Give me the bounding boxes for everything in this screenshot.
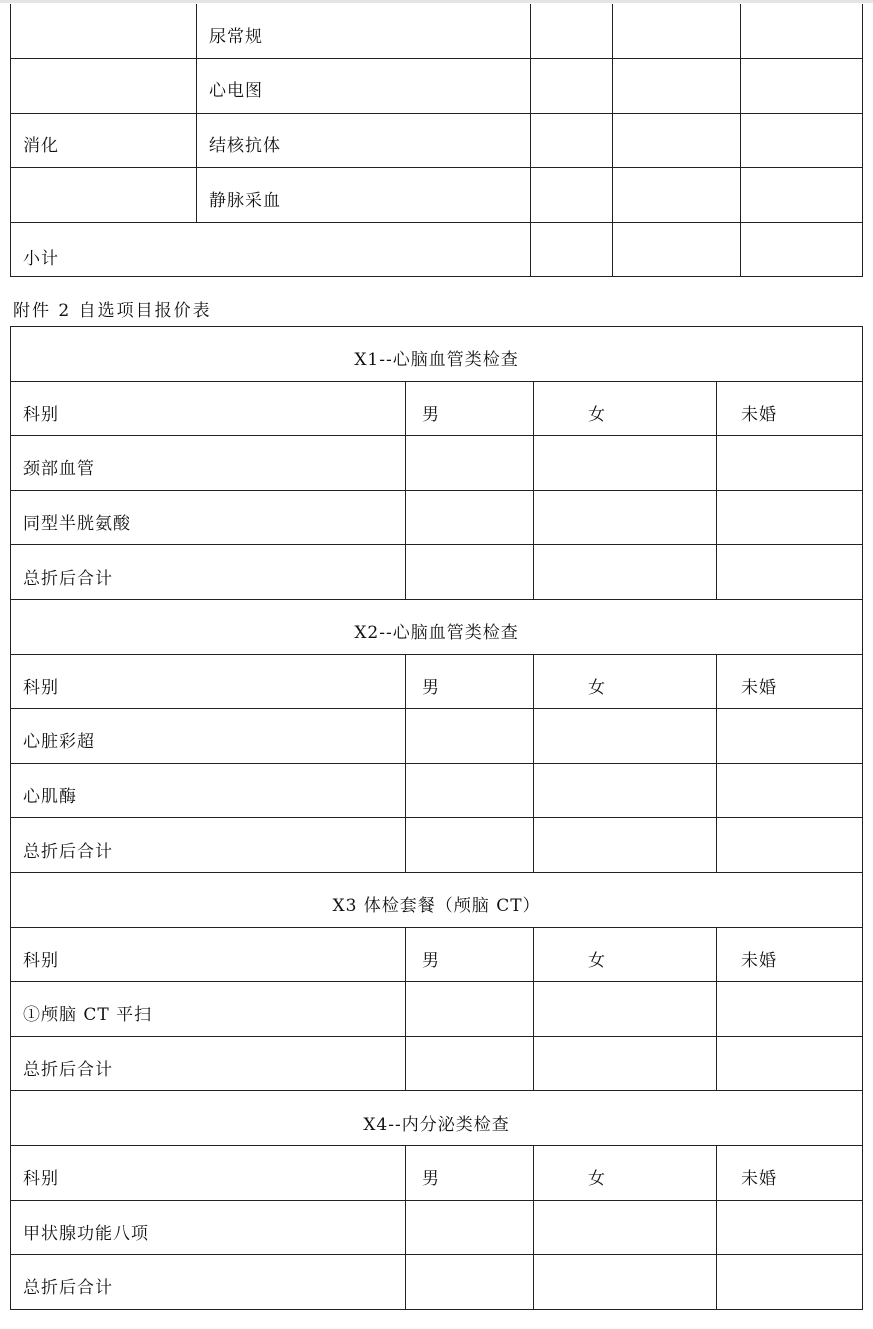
item-cell: ①颅脑 CT 平扫 <box>11 982 406 1037</box>
table-row <box>11 4 863 59</box>
price-cell <box>717 709 863 764</box>
item-cell: 心脏彩超 <box>11 709 406 764</box>
price-cell <box>741 222 863 277</box>
price-cell <box>534 1200 717 1255</box>
price-cell <box>717 490 863 545</box>
total-label: 总折后合计 <box>11 1255 406 1310</box>
item-cell: 尿常规 <box>197 4 531 59</box>
header-male: 男 <box>406 1145 534 1200</box>
table-row <box>11 113 863 168</box>
table-row <box>11 1200 863 1255</box>
header-unmarried: 未婚 <box>717 381 863 436</box>
header-dept: 科别 <box>11 654 406 709</box>
price-cell <box>534 1036 717 1091</box>
header-female: 女 <box>534 927 717 982</box>
header-female: 女 <box>534 654 717 709</box>
price-cell <box>717 545 863 600</box>
price-cell <box>534 490 717 545</box>
header-unmarried: 未婚 <box>717 927 863 982</box>
item-cell: 结核抗体 <box>197 113 531 168</box>
item-cell: 静脉采血 <box>197 168 531 223</box>
dept-cell: 消化 <box>11 113 197 168</box>
header-dept: 科别 <box>11 1145 406 1200</box>
price-cell <box>717 763 863 818</box>
price-cell <box>717 1036 863 1091</box>
total-label: 总折后合计 <box>11 545 406 600</box>
header-unmarried: 未婚 <box>717 654 863 709</box>
package-title-row <box>11 1091 863 1146</box>
total-label: 总折后合计 <box>11 1036 406 1091</box>
price-cell <box>406 490 534 545</box>
top-divider <box>0 0 873 3</box>
package-title-row <box>11 327 863 382</box>
subtotal-row <box>11 222 863 277</box>
header-male: 男 <box>406 654 534 709</box>
item-cell: 甲状腺功能八项 <box>11 1200 406 1255</box>
table-row <box>11 709 863 764</box>
base-package-table <box>10 4 863 277</box>
item-cell: 颈部血管 <box>11 436 406 491</box>
price-cell <box>406 763 534 818</box>
price-cell <box>531 168 613 223</box>
price-cell <box>534 1255 717 1310</box>
header-female: 女 <box>534 1145 717 1200</box>
header-row <box>11 381 863 436</box>
item-cell: 同型半胱氨酸 <box>11 490 406 545</box>
header-row <box>11 1145 863 1200</box>
package-title: X1--心脑血管类检查 <box>11 327 863 382</box>
price-cell <box>534 763 717 818</box>
price-cell <box>406 1200 534 1255</box>
price-cell <box>534 818 717 873</box>
table-row <box>11 982 863 1037</box>
price-cell <box>406 1255 534 1310</box>
package-title: X4--内分泌类检查 <box>11 1091 863 1146</box>
table-row <box>11 59 863 114</box>
price-cell <box>717 1255 863 1310</box>
table-row <box>11 763 863 818</box>
header-row <box>11 927 863 982</box>
price-cell <box>717 436 863 491</box>
price-cell <box>531 4 613 59</box>
price-cell <box>534 709 717 764</box>
price-cell <box>531 59 613 114</box>
price-cell <box>531 113 613 168</box>
price-cell <box>406 545 534 600</box>
package-title-row <box>11 872 863 927</box>
price-cell <box>531 222 613 277</box>
header-dept: 科别 <box>11 381 406 436</box>
price-cell <box>406 436 534 491</box>
price-cell <box>741 168 863 223</box>
table-row <box>11 490 863 545</box>
total-row <box>11 1255 863 1310</box>
price-cell <box>717 1200 863 1255</box>
price-cell <box>613 113 741 168</box>
item-cell: 心电图 <box>197 59 531 114</box>
price-cell <box>613 59 741 114</box>
price-cell <box>613 168 741 223</box>
total-row <box>11 1036 863 1091</box>
package-title-row <box>11 599 863 654</box>
total-row <box>11 545 863 600</box>
table-row <box>11 436 863 491</box>
item-cell: 心肌酶 <box>11 763 406 818</box>
table-row <box>11 168 863 223</box>
price-cell <box>406 818 534 873</box>
header-unmarried: 未婚 <box>717 1145 863 1200</box>
package-title: X2--心脑血管类检查 <box>11 599 863 654</box>
header-male: 男 <box>406 927 534 982</box>
header-male: 男 <box>406 381 534 436</box>
attachment-caption: 附件 2 自选项目报价表 <box>13 301 212 321</box>
price-cell <box>534 982 717 1037</box>
header-dept: 科别 <box>11 927 406 982</box>
price-cell <box>406 709 534 764</box>
package-title: X3 体检套餐（颅脑 CT） <box>11 872 863 927</box>
price-cell <box>717 982 863 1037</box>
price-cell <box>717 818 863 873</box>
subtotal-label: 小计 <box>11 222 531 277</box>
dept-cell <box>11 59 197 114</box>
optional-items-table <box>10 326 863 1310</box>
price-cell <box>613 222 741 277</box>
price-cell <box>741 59 863 114</box>
price-cell <box>741 113 863 168</box>
header-row <box>11 654 863 709</box>
price-cell <box>534 545 717 600</box>
total-row <box>11 818 863 873</box>
price-cell <box>613 4 741 59</box>
price-cell <box>534 436 717 491</box>
dept-cell <box>11 4 197 59</box>
price-cell <box>741 4 863 59</box>
price-cell <box>406 1036 534 1091</box>
total-label: 总折后合计 <box>11 818 406 873</box>
dept-cell <box>11 168 197 223</box>
price-cell <box>406 982 534 1037</box>
header-female: 女 <box>534 381 717 436</box>
